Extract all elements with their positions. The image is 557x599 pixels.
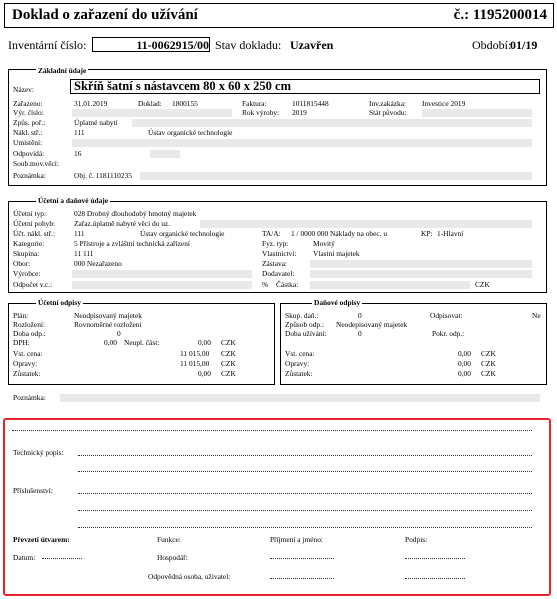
ta-value: 1 / 0000 000 Náklady na obec. u [291, 229, 388, 238]
soubmov-label: Soub.mov.věcí: [13, 159, 59, 168]
umisteni-label: Umístění: [13, 138, 43, 147]
uc-opravy-label: Opravy: [13, 359, 38, 368]
invzak-value: Investice 2019 [422, 99, 466, 108]
funkce-label: Funkce: [157, 535, 181, 544]
vlastnictvi-value: Vlastní majetek [313, 249, 360, 258]
zpuspor-label: Způs. poř.: [13, 118, 46, 127]
uc-vstcena-currency: CZK [221, 349, 236, 358]
naklstr-label: Nákl. stř.: [13, 128, 43, 137]
basic-heading: Základní údaje [38, 66, 87, 75]
odpocet-label: Odpočet v.c.: [13, 280, 53, 289]
naklstr-code: 111 [74, 128, 85, 137]
kp-label: KP: [421, 229, 433, 238]
zpusob-label: Způsob odp.: [285, 320, 325, 329]
prislusenstvi-line-2 [78, 510, 532, 511]
uc-opravy-value: 11 015,00 [180, 359, 210, 368]
vyrcislo-field [72, 109, 232, 117]
dan-opravy-value: 0,00 [458, 359, 471, 368]
uc-zustatek-currency: CZK [221, 369, 236, 378]
hospodar-name-line [270, 558, 334, 559]
uc-vstcena-value: 11 015,00 [180, 349, 210, 358]
zpuspor-value: Úplatné nabytí [74, 118, 118, 127]
rozlozeni-label: Rozložení: [13, 320, 46, 329]
status-value: Uzavřen [290, 38, 334, 52]
pohyb-value: Zařaz.úplatně nabyté věci do uz. [74, 219, 171, 228]
invzak-label: Inv.zakázka: [369, 99, 407, 108]
document-title: Doklad o zařazení do užívání [12, 7, 198, 23]
dan-opravy-currency: CZK [481, 359, 496, 368]
odpovedna-label: Odpovědná osoba, uživatel: [148, 572, 231, 581]
plan-value: Neodpisovaný majetek [74, 311, 142, 320]
dobauz-label: Doba užívání: [285, 329, 327, 338]
pokr-label: Pokr. odp.: [432, 329, 465, 338]
dan-zustatek-label: Zůstatek: [285, 369, 313, 378]
dodavatel-label: Dodavatel: [262, 269, 295, 278]
prislusenstvi-line-1 [78, 493, 532, 494]
techpopis-line-1 [78, 455, 532, 456]
period-value: 01/19 [510, 38, 538, 52]
inventory-label: Inventární číslo: [8, 38, 87, 52]
dan-vstcena-currency: CZK [481, 349, 496, 358]
dan-zustatek-currency: CZK [481, 369, 496, 378]
poznamka-value: Obj. č. 1181110235 [74, 171, 132, 180]
skupina-label: Skupina: [13, 249, 40, 258]
fyztyp-label: Fyz. typ: [262, 239, 289, 248]
obor-value: 000 Nezařazeno [74, 259, 122, 268]
kategorie-label: Kategorie: [13, 239, 45, 248]
uc-opravy-currency: CZK [221, 359, 236, 368]
prislusenstvi-line-3 [78, 527, 532, 528]
vyrcislo-label: Výr. číslo: [13, 108, 44, 117]
statpuvodu-field [422, 109, 532, 117]
handover-highlight [3, 418, 551, 596]
zpusob-value: Neodepisovaný majetek [336, 320, 408, 329]
poznamka-field [140, 172, 532, 180]
dan-vstcena-value: 0,00 [458, 349, 471, 358]
zastava-label: Zástava: [262, 259, 288, 268]
umisteni-field [72, 139, 532, 147]
danodpisy-section [280, 303, 547, 385]
hospodar-label: Hospodář: [157, 553, 188, 562]
fyztyp-value: Movitý [313, 239, 335, 248]
procento: % [262, 280, 269, 289]
ucnakl-label: Účt. nákl. stř.: [13, 229, 56, 238]
dobaodp-label: Doba odp.: [13, 329, 46, 338]
prevzeti-label: Převzetí útvarem: [13, 535, 70, 544]
kategorie-value: 5 Přístroje a zvláštní technická zařízení [74, 239, 190, 248]
status-label: Stav dokladu: [215, 38, 282, 52]
skupina-value: 11 111 [74, 249, 94, 258]
obor-label: Obor: [13, 259, 31, 268]
handover-top-line [12, 430, 532, 431]
dan-vstcena-label: Vst. cena: [285, 349, 315, 358]
kp-value: 1-Hlavní [437, 229, 464, 238]
pohyb-field [200, 220, 532, 228]
dan-zustatek-value: 0,00 [458, 369, 471, 378]
ucetni-heading: Účetní a daňové údaje [38, 196, 109, 205]
zastava-field [310, 260, 532, 268]
poznamka-label: Poznámka: [13, 171, 46, 180]
uc-vstcena-label: Vst. cena: [13, 349, 43, 358]
neupl-value: 0,00 [198, 338, 211, 347]
rokvyroby-label: Rok výroby: [242, 108, 280, 117]
plan-label: Plán: [13, 311, 29, 320]
zpuspor-field [132, 119, 532, 127]
statpuvodu-label: Stát původu: [369, 108, 407, 117]
dph-value: 0,00 [104, 338, 117, 347]
neupl-label: Neupl. část: [124, 338, 160, 347]
odpisovat-label: Odpisovat: [430, 311, 463, 320]
doklad-value: 1800155 [172, 99, 198, 108]
dodavatel-field [310, 270, 532, 278]
prislusenstvi-label: Příslušenství: [13, 486, 53, 495]
castka-currency: CZK [475, 280, 490, 289]
skup-value: 0 [358, 311, 362, 320]
odpovedna-sign-line [405, 578, 465, 579]
dobaodp-value: 0 [117, 329, 121, 338]
hospodar-sign-line [405, 558, 465, 559]
document-number: č.: 1195200014 [453, 7, 547, 23]
castka-label: Částka: [276, 280, 299, 289]
odpocet-field [72, 281, 252, 289]
rokvyroby-value: 2019 [292, 108, 307, 117]
datum-line [42, 558, 82, 559]
datum-label: Datum: [13, 553, 36, 562]
odpovida-field [150, 150, 180, 158]
danodpisy-heading: Daňové odpisy [314, 298, 361, 307]
doklad-label: Doklad: [138, 99, 162, 108]
skup-label: Skup. daň.: [285, 311, 319, 320]
ucnakl-code: 111 [74, 229, 85, 238]
prijmeni-label: Příjmení a jméno: [270, 535, 323, 544]
podpis-label: Podpis: [405, 535, 428, 544]
uc-zustatek-label: Zůstatek: [13, 369, 41, 378]
typ-value: 028 Drobný dlouhodobý hmotný majetek [74, 209, 197, 218]
period-label: Období: [472, 38, 512, 52]
uc-zustatek-value: 0,00 [198, 369, 211, 378]
vlastnictvi-label: Vlastnictví: [262, 249, 297, 258]
dan-opravy-label: Opravy: [285, 359, 310, 368]
vyrobce-field [72, 270, 252, 278]
naklstr-value: Ústav organické technologie [148, 128, 233, 137]
odpisovat-value: Ne [532, 311, 541, 320]
ucodpisy-heading: Účetní odpisy [38, 298, 81, 307]
typ-label: Účetní typ: [13, 209, 47, 218]
odpovida-value: 16 [74, 149, 82, 158]
inventory-value: 11-0062915/00 [136, 38, 209, 52]
rozlozeni-value: Rovnoměrné rozložení [74, 320, 142, 329]
name-value: Skříň šatní s nástavcem 80 x 60 x 250 cm [74, 79, 292, 93]
pohyb-label: Účetní pohyb: [13, 219, 56, 228]
ucnakl-value: Ústav organické technologie [140, 229, 225, 238]
odpovedna-name-line [270, 578, 334, 579]
dobauz-value: 0 [358, 329, 362, 338]
techpopis-line-2 [78, 471, 532, 472]
neupl-currency: CZK [221, 338, 236, 347]
vyrobce-label: Výrobce: [13, 269, 41, 278]
zarazeno-value: 31.01.2019 [74, 99, 108, 108]
dph-label: DPH: [13, 338, 30, 347]
footer-poznamka-label: Poznámka: [13, 393, 46, 402]
odpovida-label: Odpovídá: [13, 149, 45, 158]
castka-field [310, 281, 470, 289]
name-label: Název: [13, 85, 34, 94]
faktura-label: Faktura: [242, 99, 267, 108]
techpopis-label: Technický popis: [13, 448, 64, 457]
footer-poznamka-field [60, 394, 540, 402]
zarazeno-label: Zařazeno: [13, 99, 43, 108]
faktura-value: 1011815448 [292, 99, 329, 108]
ta-label: TA/A: [262, 229, 281, 238]
